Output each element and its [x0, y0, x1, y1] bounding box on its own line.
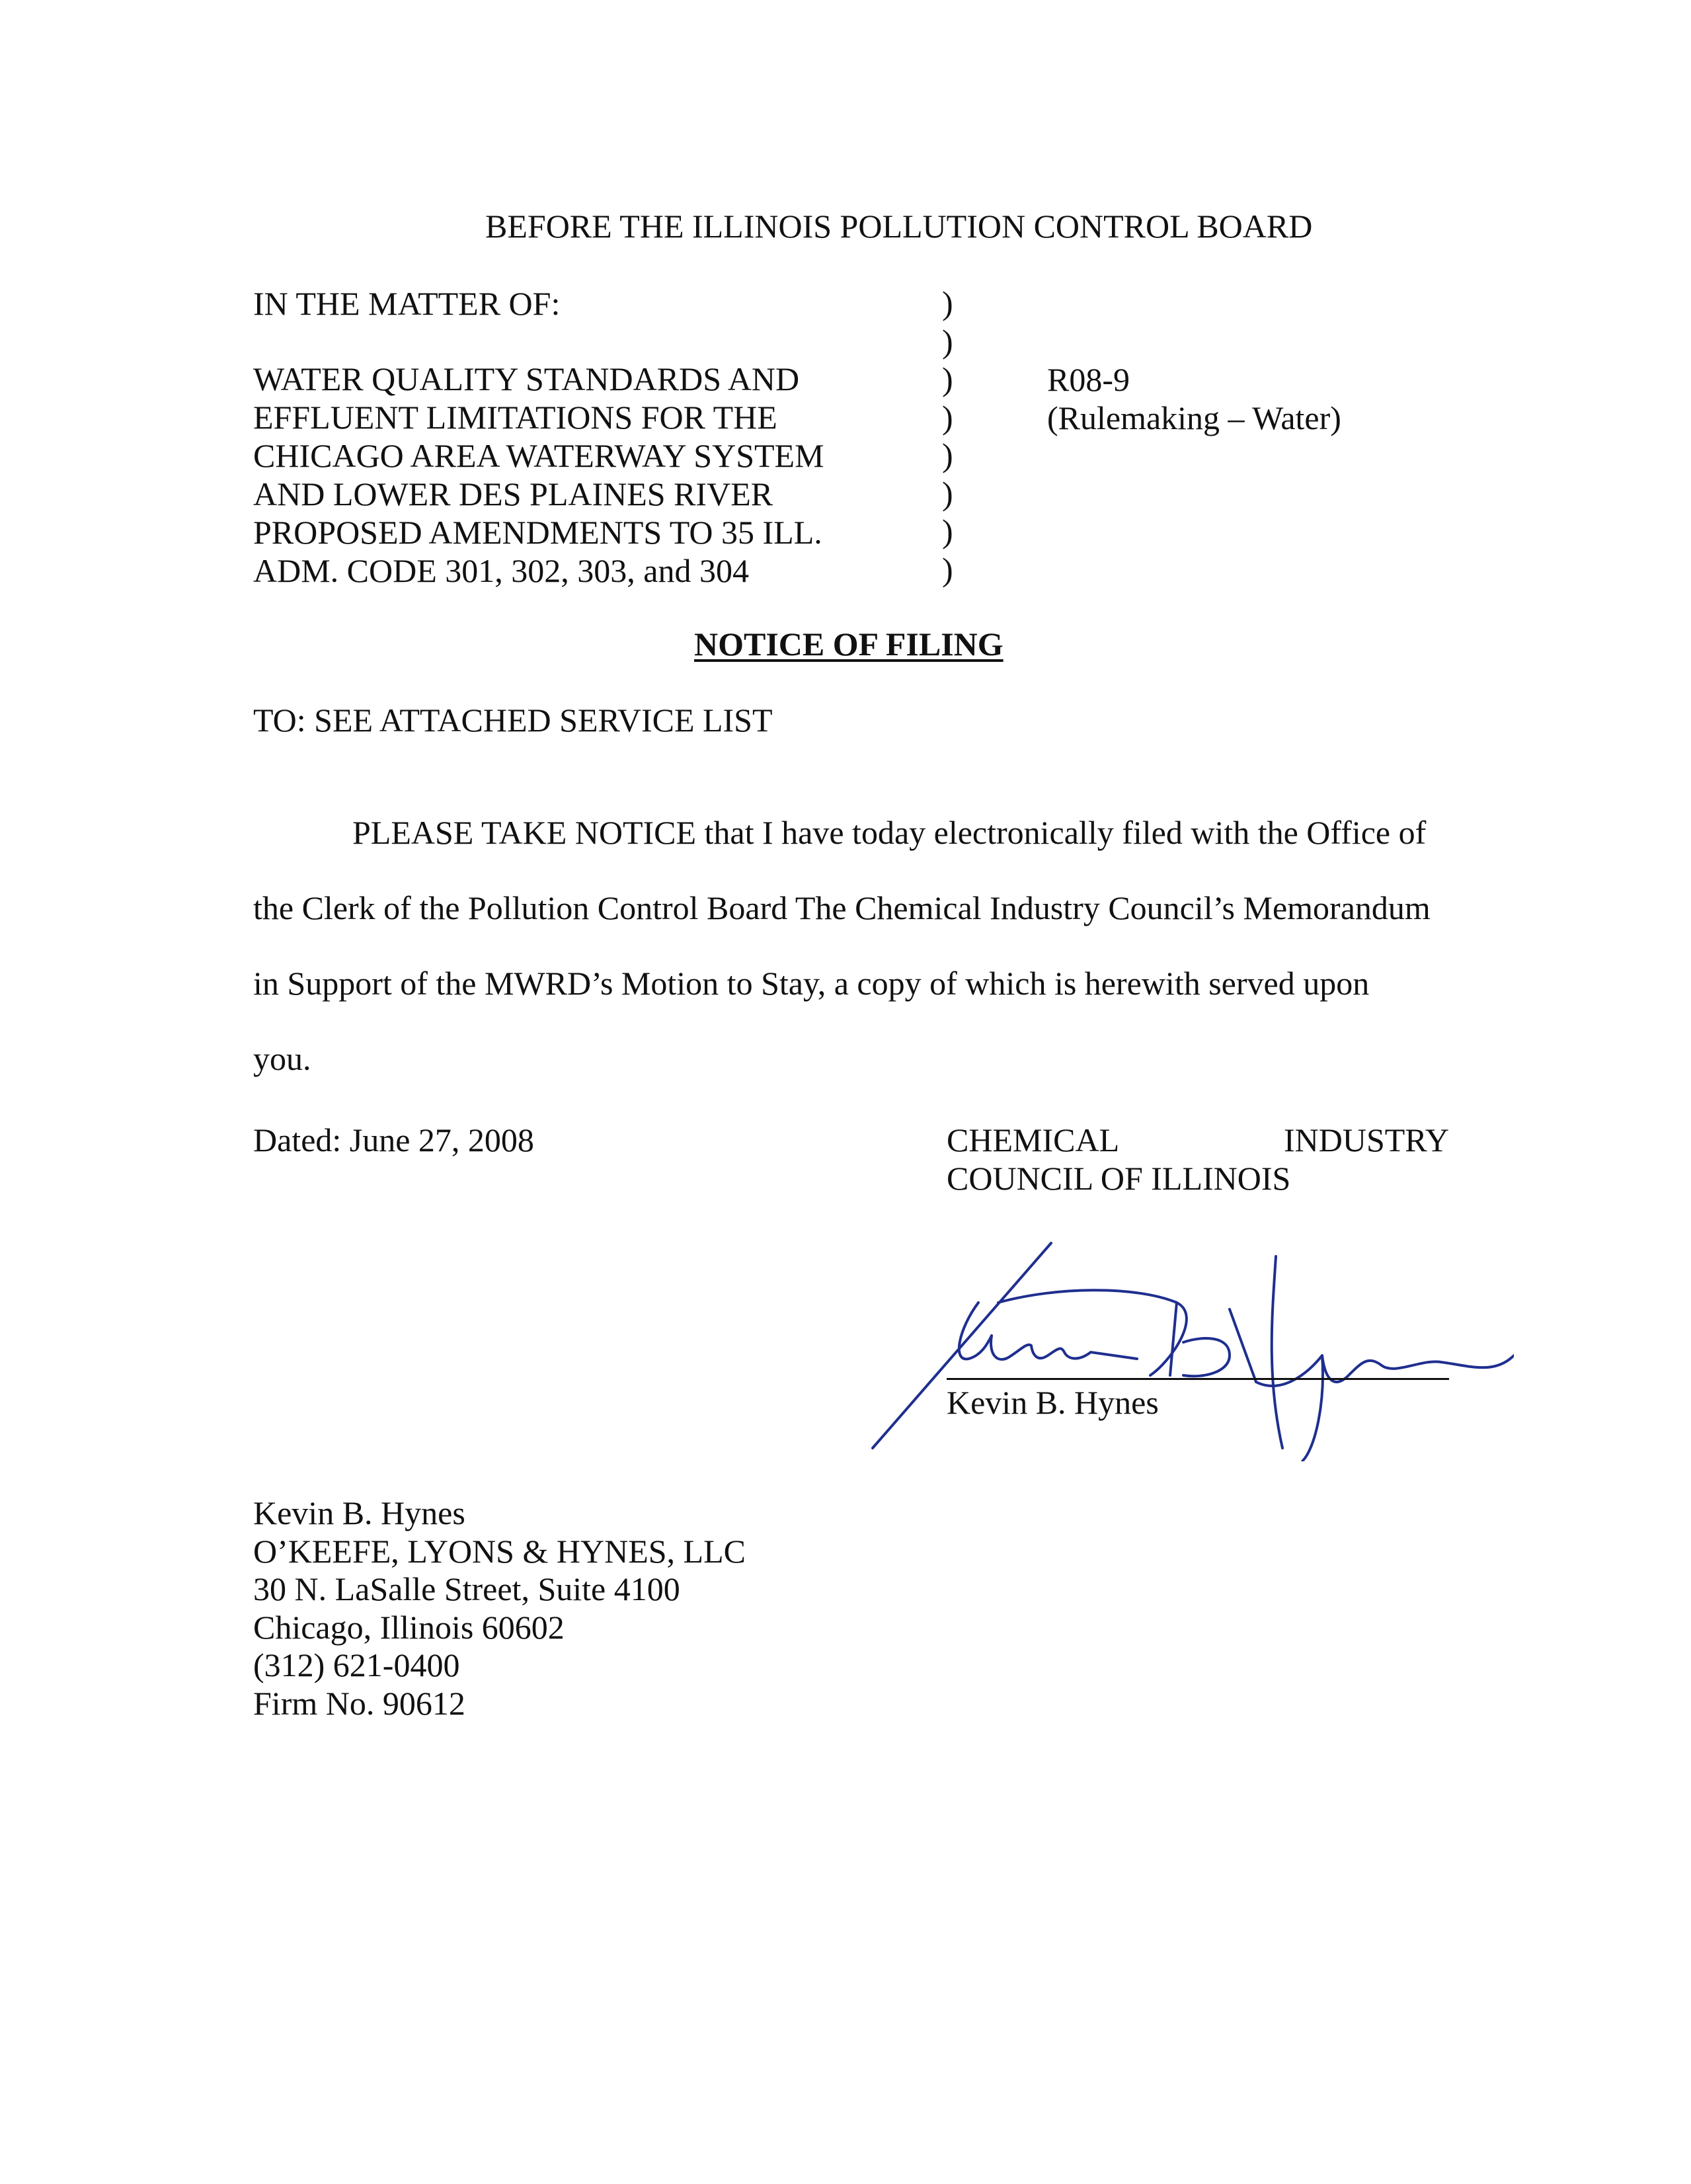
service-list-line: TO: SEE ATTACHED SERVICE LIST: [253, 702, 773, 739]
docket-info: [1047, 360, 1341, 437]
docket-number: R08-9: [1047, 361, 1130, 398]
address-line: Firm No. 90612: [253, 1684, 465, 1722]
address-line: Chicago, Illinois 60602: [253, 1608, 565, 1646]
address-line: 30 N. LaSalle Street, Suite 4100: [253, 1570, 680, 1607]
caption-title-line: PROPOSED AMENDMENTS TO 35 ILL.: [253, 514, 822, 551]
board-heading: BEFORE THE ILLINOIS POLLUTION CONTROL BOARD: [485, 208, 1313, 245]
matter-label: IN THE MATTER OF:: [253, 285, 561, 322]
caption-title-line: AND LOWER DES PLAINES RIVER: [253, 475, 773, 512]
caption-title-line: WATER QUALITY STANDARDS AND: [253, 360, 800, 397]
body-line: PLEASE TAKE NOTICE that I have today electronically filed with the Office of: [352, 814, 1427, 851]
signature-line: [947, 1378, 1449, 1380]
caption-paren: ): [942, 284, 953, 321]
caption-paren: ): [942, 550, 953, 588]
caption-paren: ): [942, 512, 953, 549]
caption-paren: ): [942, 398, 953, 436]
handwritten-signature: [859, 1230, 1514, 1461]
notice-title: NOTICE OF FILING: [694, 626, 1003, 663]
caption-paren: ): [942, 360, 953, 397]
caption-parenthesis-column: [942, 284, 953, 588]
caption-paren: ): [942, 322, 953, 360]
body-line: you.: [253, 1040, 311, 1077]
caption-title-line: EFFLUENT LIMITATIONS FOR THE: [253, 399, 777, 436]
address-line: O’KEEFE, LYONS & HYNES, LLC: [253, 1532, 746, 1570]
attorney-address-block: [253, 1494, 746, 1722]
case-caption: [253, 284, 824, 590]
address-line: (312) 621-0400: [253, 1646, 460, 1683]
docket-type: (Rulemaking – Water): [1047, 399, 1341, 436]
body-line: in Support of the MWRD’s Motion to Stay, a copy of which is herewith served upon: [253, 965, 1370, 1002]
caption-title-line: CHICAGO AREA WATERWAY SYSTEM: [253, 437, 824, 474]
dated-line: Dated: June 27, 2008: [253, 1121, 534, 1158]
org-name-line: COUNCIL OF ILLINOIS: [947, 1160, 1291, 1197]
org-name-word: INDUSTRY: [1283, 1121, 1449, 1158]
caption-paren: ): [942, 474, 953, 512]
body-line: the Clerk of the Pollution Control Board The Chemical Industry Council’s Memorandum: [253, 889, 1431, 926]
caption-paren: ): [942, 436, 953, 473]
address-line: Kevin B. Hynes: [253, 1494, 465, 1531]
caption-title-line: ADM. CODE 301, 302, 303, and 304: [253, 552, 749, 589]
signatory-block: [947, 1121, 1449, 1197]
signer-name: Kevin B. Hynes: [947, 1384, 1159, 1421]
org-name-word: CHEMICAL: [947, 1121, 1120, 1158]
